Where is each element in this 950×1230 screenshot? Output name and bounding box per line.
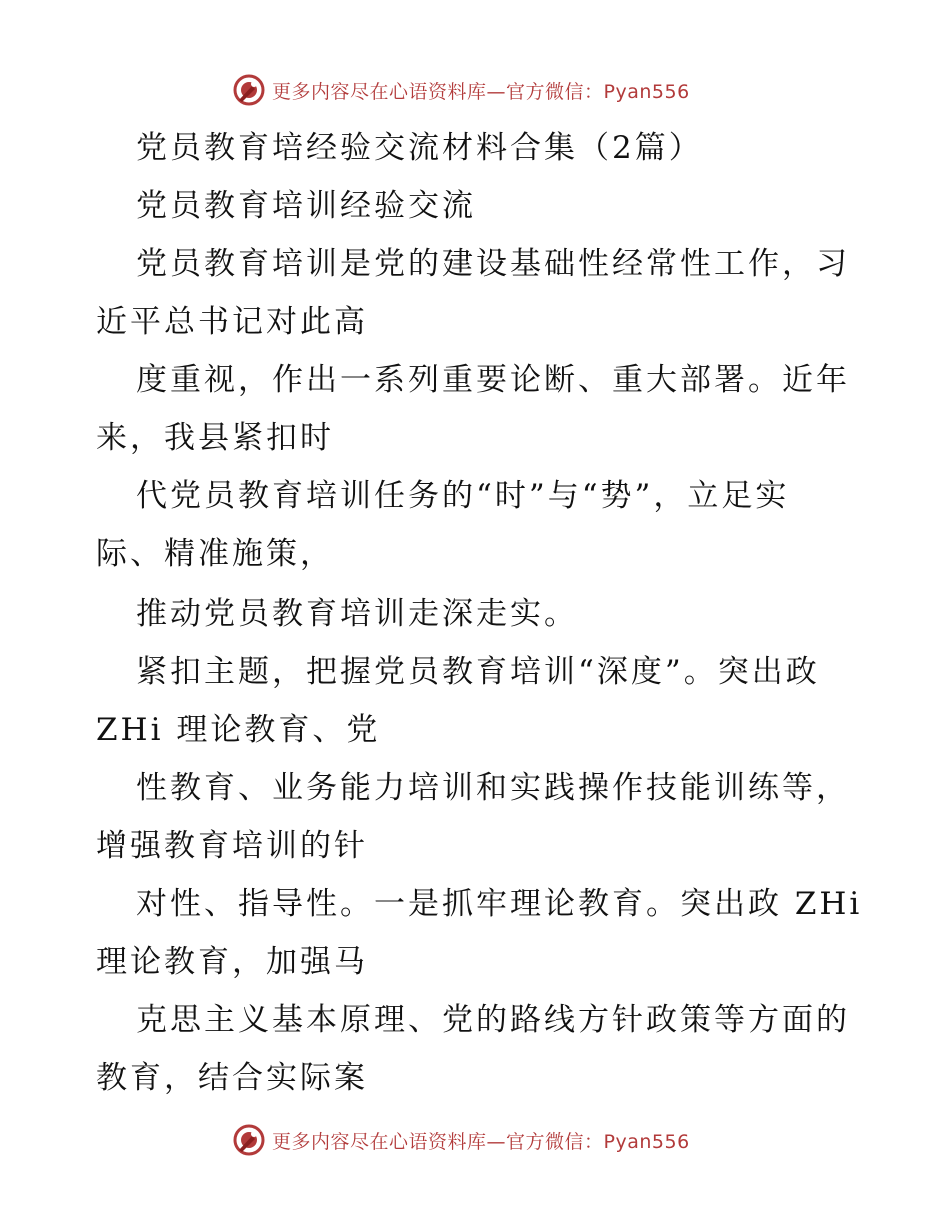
pen-logo-icon	[232, 73, 266, 107]
paragraph-line: 来，我县紧扣时	[96, 420, 334, 456]
watermark-text: 更多内容尽在心语资料库—官方微信：Pyan556	[272, 1130, 690, 1153]
watermark-text: 更多内容尽在心语资料库—官方微信：Pyan556	[272, 80, 690, 103]
paragraph-line: ZHi 理论教育、党	[96, 712, 381, 748]
paragraph-line: 党员教育培训是党的建设基础性经常性工作，习	[136, 246, 850, 282]
paragraph-line: 对性、指导性。一是抓牢理论教育。突出政 ZHi	[136, 886, 863, 922]
paragraph-line: 紧扣主题，把握党员教育培训“深度”。突出政	[136, 654, 820, 690]
section-heading: 党员教育培训经验交流	[136, 188, 476, 224]
document-title: 党员教育培经验交流材料合集（2篇）	[136, 130, 703, 166]
paragraph-line: 增强教育培训的针	[96, 828, 368, 864]
paragraph-line: 推动党员教育培训走深走实。	[136, 596, 578, 632]
paragraph-line: 理论教育，加强马	[96, 944, 368, 980]
header-watermark	[232, 72, 712, 108]
paragraph-line: 度重视，作出一系列重要论断、重大部署。近年	[136, 362, 850, 398]
paragraph-line: 代党员教育培训任务的“时”与“势”，立足实	[136, 478, 790, 514]
paragraph-line: 性教育、业务能力培训和实践操作技能训练等，	[136, 770, 850, 806]
paragraph-line: 近平总书记对此高	[96, 304, 368, 340]
paragraph-line: 教育，结合实际案	[96, 1060, 368, 1096]
pen-logo-icon	[232, 1123, 266, 1157]
paragraph-line: 际、精准施策，	[96, 536, 334, 572]
footer-watermark	[232, 1122, 712, 1158]
paragraph-line: 克思主义基本原理、党的路线方针政策等方面的	[136, 1002, 850, 1038]
